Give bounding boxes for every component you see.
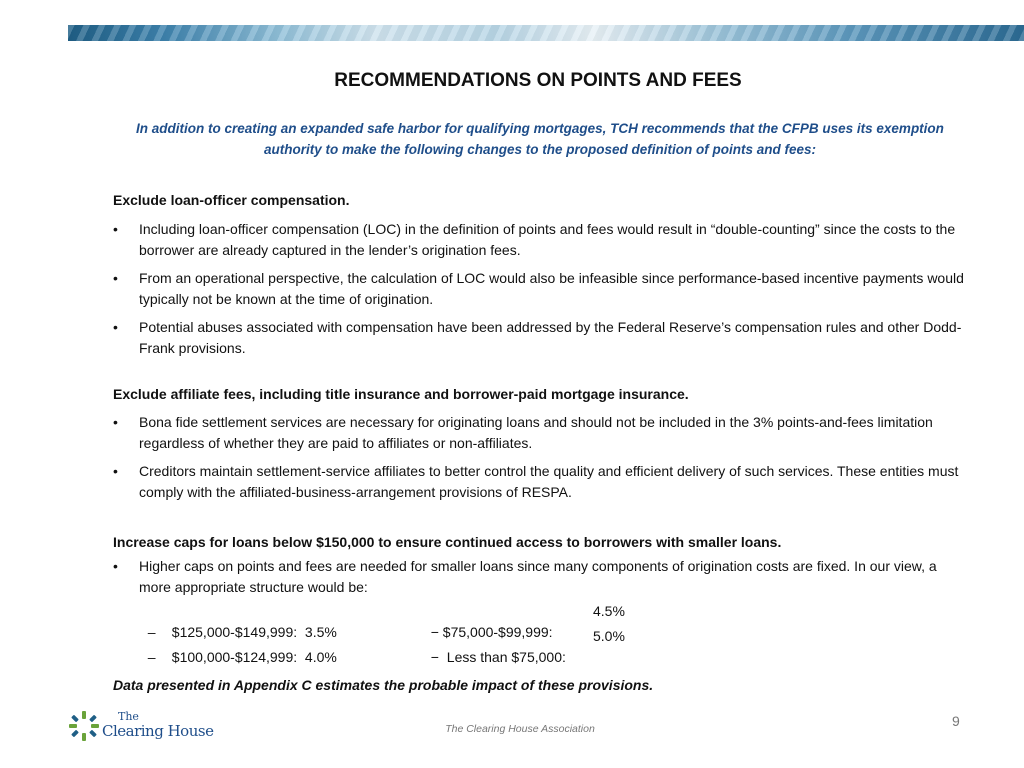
bullet-text: Including loan-officer compensation (LOC) in the definition of points and fees would result in “double-counting” since the costs to the borrower are already captured in the lender’s origination fees. — [139, 221, 956, 258]
section-heading-caps: Increase caps for loans below $150,000 to ensure continued access to borrowers with smaller loans. — [113, 534, 782, 550]
bullet-icon: • — [113, 221, 118, 237]
footer-text: The Clearing House Association — [445, 723, 595, 735]
header-banner — [68, 25, 1024, 41]
page-title: RECOMMENDATIONS ON POINTS AND FEES — [334, 70, 742, 91]
bullet-text: From an operational perspective, the calculation of LOC would also be infeasible since performance-based incentive payments would typically not be known at the time of origination. — [139, 270, 964, 307]
bullet-text: Potential abuses associated with compensation have been addressed by the Federal Reserve’s compensation rules and other Dodd-Frank provisions. — [139, 319, 962, 356]
page-number: 9 — [952, 713, 960, 729]
cap-range: $75,000-$99,999: — [442, 624, 553, 640]
bullet-text: Higher caps on points and fees are needed for smaller loans since many components of origination costs are fixed. In our view, a more appropriate structure would be: — [139, 558, 937, 595]
logo-name: Clearing House — [102, 722, 214, 740]
cap-rate: 5.0% — [593, 628, 625, 644]
cap-range: $100,000-$124,999: — [171, 649, 298, 665]
section-heading-affiliate: Exclude affiliate fees, including title insurance and borrower-paid mortgage insurance. — [113, 386, 689, 402]
cap-rate: 4.5% — [593, 603, 625, 619]
cap-row — [423, 626, 566, 668]
bullet-icon: • — [113, 319, 118, 335]
cap-rate: 3.5% — [304, 624, 337, 640]
closing-note: Data presented in Appendix C estimates the probable impact of these provisions. — [113, 677, 654, 693]
logo-the: The — [118, 710, 139, 723]
bullet-icon: • — [113, 414, 118, 430]
dash-icon: – — [147, 649, 156, 665]
bullet-icon: • — [113, 558, 118, 574]
dash-icon: – — [147, 624, 156, 640]
bullet-text: Creditors maintain settlement-service affiliates to better control the quality and efficient delivery of such services. These entities must comply with the affiliated-business-arrangement provisions of RESPA. — [139, 463, 959, 500]
dash-icon: − — [430, 624, 439, 640]
section-heading-loc: Exclude loan-officer compensation. — [113, 192, 350, 208]
dash-icon: − — [430, 649, 439, 665]
bullet-icon: • — [113, 270, 118, 286]
cap-row — [140, 626, 337, 668]
cap-range: Less than $75,000: — [446, 649, 566, 665]
bullet-text: Bona fide settlement services are necessary for originating loans and should not be included in the 3% points-and-fees limitation regardless of whether they are paid to affiliates or non-affiliates. — [139, 414, 933, 451]
bullet-icon: • — [113, 463, 118, 479]
cap-rate: 4.0% — [304, 649, 337, 665]
intro-text: In addition to creating an expanded safe harbor for qualifying mortgages, TCH recommends that the CFPB uses its exemption authority to make the following changes to the proposed definition of points and fees: — [136, 121, 944, 157]
cap-range: $125,000-$149,999: — [171, 624, 298, 640]
